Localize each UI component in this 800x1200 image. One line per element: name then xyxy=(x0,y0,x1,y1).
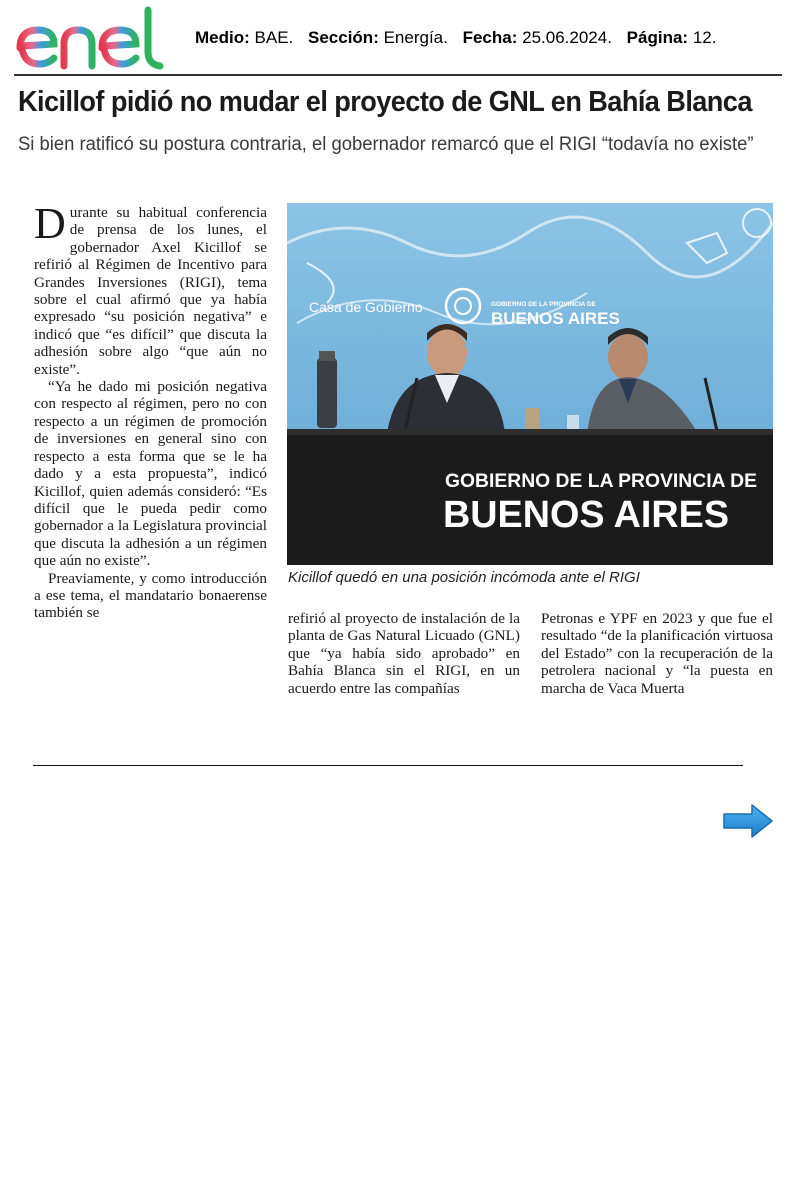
paragraph-3-continued: refirió al proyecto de instalación de la planta de Gas Natural Licuado (GNL) que “ya había sido aprobado” en Bahía Blanca sin el RIGI, en un acuerdo entre las compañías xyxy=(288,610,520,697)
seccion-label: Sección: xyxy=(308,28,379,47)
banner-line-2: BUENOS AIRES xyxy=(443,494,729,536)
article-column-1 xyxy=(34,199,267,622)
article-headline: Kicillof pidió no mudar el proyecto de GNL en Bahía Blanca xyxy=(18,86,752,118)
seccion-value: Energía. xyxy=(383,28,448,47)
drop-cap: D xyxy=(34,199,66,248)
press-clipping-meta xyxy=(195,28,716,48)
bottom-divider xyxy=(33,765,743,766)
article-column-2 xyxy=(288,610,520,697)
pagina-label: Página: xyxy=(626,28,689,47)
arrow-right-icon[interactable] xyxy=(722,803,774,839)
header-divider xyxy=(14,74,782,76)
crest-line-1: GOBIERNO DE LA PROVINCIA DE xyxy=(491,301,596,308)
paragraph-3: Preaviamente, y como introducción a ese tema, el mandatario bonaerense también se xyxy=(34,569,267,622)
article-column-3 xyxy=(541,610,773,697)
article-photo xyxy=(287,203,773,565)
fecha-label: Fecha: xyxy=(462,28,518,47)
article-subhead: Si bien ratificó su postura contraria, el gobernador remarcó que el RIGI “todavía no existe” xyxy=(18,134,754,155)
pagina-value: 12. xyxy=(692,28,717,47)
photo-caption: Kicillof quedó en una posición incómoda ante el RIGI xyxy=(288,569,640,586)
backdrop-label: Casa de Gobierno xyxy=(309,299,423,315)
fecha-value: 25.06.2024. xyxy=(522,28,612,47)
crest-line-2: BUENOS AIRES xyxy=(491,309,620,328)
enel-logo xyxy=(14,4,184,72)
paragraph-3-continued-2: Petronas e YPF en 2023 y que fue el resultado “de la planificación virtuosa del Estado” con la recuperación de la petrolera nacional y “la puesta en marcha de Vaca Muerta xyxy=(541,610,773,697)
banner-line-1: GOBIERNO DE LA PROVINCIA DE xyxy=(445,471,757,492)
medio-label: Medio: xyxy=(195,28,250,47)
medio-value: BAE. xyxy=(254,28,294,47)
thermos xyxy=(317,358,337,428)
paragraph-2: “Ya he dado mi posición negativa con respecto al régimen, pero no con respecto a un régimen de promoción de inversiones en general sino con respecto a esta forma que se le ha dado y a esta propuesta”, indicó Kicillof, quien además consideró: “Es difícil que le pueda pedir como gobernador a la Legislatura provincial que discuta la adhesión a un régimen que aún no existe”. xyxy=(34,378,267,570)
paragraph-1: urante su habitual conferencia de prensa de los lunes, el gobernador Axel Kicillof se refirió al Régimen de Incentivo para Grandes Inversiones (RIGI), tema sobre el cual afirmó que ya había expresado “su posición negativa” e indicó que “es difícil” que discuta la adhesión sobre algo “que aún no existe”. xyxy=(34,204,267,378)
